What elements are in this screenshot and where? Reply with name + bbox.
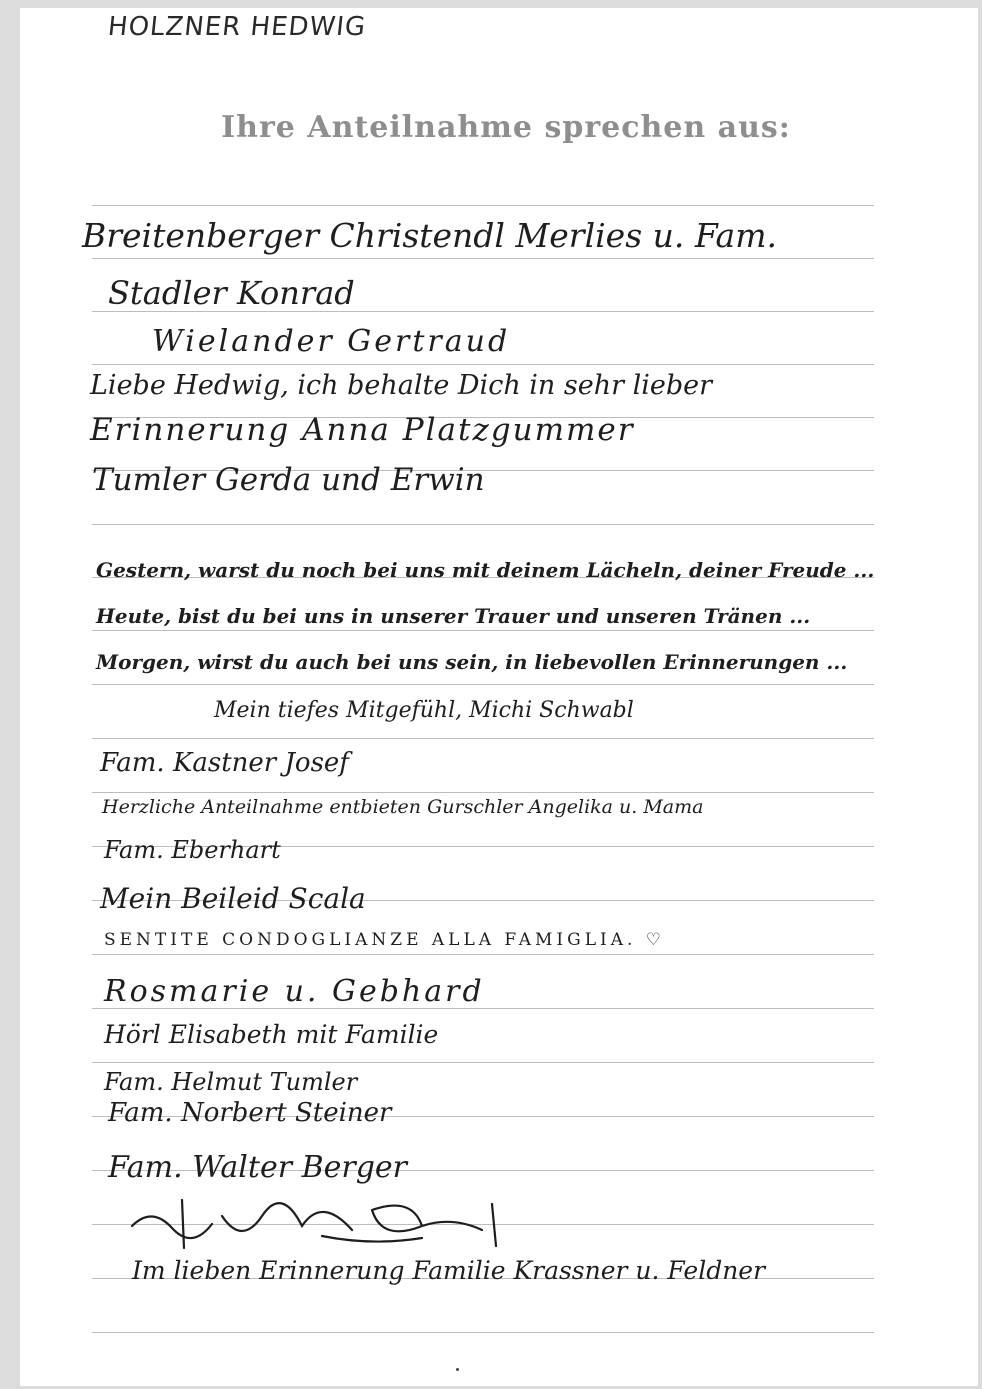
ruled-line — [92, 524, 874, 525]
condolence-entry: Breitenberger Christendl Merlies u. Fam. — [82, 216, 777, 255]
signature — [122, 1186, 542, 1256]
ruled-line — [92, 738, 874, 739]
condolence-entry: Stadler Konrad — [108, 274, 355, 312]
ruled-line — [92, 954, 874, 955]
condolence-entry: Fam. Walter Berger — [108, 1150, 408, 1185]
condolence-entry: Fam. Norbert Steiner — [108, 1098, 392, 1128]
condolence-page — [52, 58, 960, 1368]
condolence-entry: Herzliche Anteilnahme entbieten Gurschler Angelika u. Mama — [102, 796, 704, 818]
condolence-entry: Fam. Helmut Tumler — [104, 1068, 358, 1096]
page-heading: Ihre Anteilnahme sprechen aus: — [221, 110, 791, 145]
condolence-entry: Fam. Kastner Josef — [100, 748, 349, 778]
ruled-line — [92, 1062, 874, 1063]
handwritten-name-label: HOLZNER HEDWIG — [106, 12, 368, 42]
condolence-entry: Hörl Elisabeth mit Familie — [104, 1020, 439, 1049]
ruled-line — [92, 364, 874, 365]
ruled-line — [92, 684, 874, 685]
ruled-line — [92, 258, 874, 259]
condolence-entry: Im lieben Erinnerung Familie Krassner u. Feldner — [132, 1256, 766, 1285]
condolence-entry: SENTITE CONDOGLIANZE ALLA FAMIGLIA. ♡ — [104, 930, 666, 950]
scan-speck — [456, 1368, 459, 1371]
ruled-line — [92, 205, 874, 206]
condolence-entry: Wielander Gertraud — [152, 324, 511, 359]
condolence-entry: Gestern, warst du noch bei uns mit deinem Lächeln, deiner Freude ... — [96, 558, 875, 582]
ruled-line — [92, 1332, 874, 1333]
ruled-line — [92, 792, 874, 793]
condolence-entry: Morgen, wirst du auch bei uns sein, in liebevollen Erinnerungen ... — [96, 650, 848, 674]
condolence-entry: Erinnerung Anna Platzgummer — [90, 412, 635, 448]
condolence-entry: Tumler Gerda und Erwin — [92, 462, 485, 498]
condolence-entry: Rosmarie u. Gebhard — [104, 974, 485, 1009]
condolence-entry: Mein Beileid Scala — [100, 882, 366, 915]
condolence-entry: Mein tiefes Mitgefühl, Michi Schwabl — [214, 698, 634, 723]
condolence-entry: Liebe Hedwig, ich behalte Dich in sehr lieber — [90, 370, 713, 401]
condolence-entry: Fam. Eberhart — [104, 836, 281, 864]
ruled-line — [92, 630, 874, 631]
condolence-entry: Heute, bist du bei uns in unserer Trauer und unseren Tränen ... — [96, 604, 811, 628]
